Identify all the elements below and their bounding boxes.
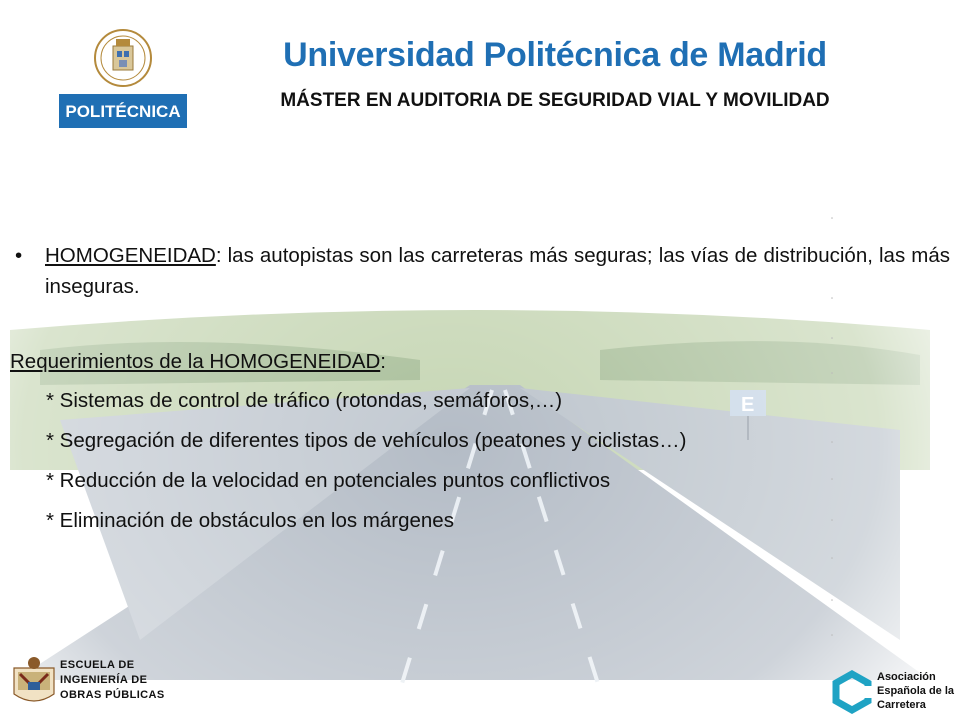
escuela-line-2: INGENIERÍA DE [60,674,148,686]
aec-line-3: Carretera [877,699,926,711]
requirement-item: * Sistemas de control de tráfico (rotondas, semáforos,…) [46,389,563,412]
escuela-line-3: OBRAS PÚBLICAS [60,689,165,701]
requirement-item: * Eliminación de obstáculos en los márgenes [46,509,454,532]
upm-logo-label: POLITÉCNICA [65,102,181,121]
escuela-text [60,658,165,703]
requirement-item: * Segregación de diferentes tipos de vehículos (peatones y ciclistas…) [46,429,687,452]
aec-line-1: Asociación [877,671,936,683]
aec-logo [830,670,874,714]
requirements-colon: : [380,350,386,373]
page-title: Universidad Politécnica de Madrid [283,36,827,74]
bullet-marker: • [15,244,23,267]
requirements-heading: Requerimientos de la HOMOGENEIDAD [10,350,381,373]
bullet-term: HOMOGENEIDAD [45,244,216,267]
aec-text [877,670,954,712]
requirement-item: * Reducción de la velocidad en potenciales puntos conflictivos [46,469,611,492]
bullet-homogeneidad [10,240,950,302]
slide-body [10,240,950,541]
escuela-line-1: ESCUELA DE [60,659,135,671]
aec-line-2: Española de la [877,685,955,697]
page-subtitle: MÁSTER EN AUDITORIA DE SEGURIDAD VIAL Y MOVILIDAD [280,90,830,111]
bullet-text: : las autopistas son las carreteras más seguras; las vías de distribución, las más inseguras. [45,244,950,298]
requirements-heading-row [10,346,950,377]
upm-logo [59,28,187,128]
